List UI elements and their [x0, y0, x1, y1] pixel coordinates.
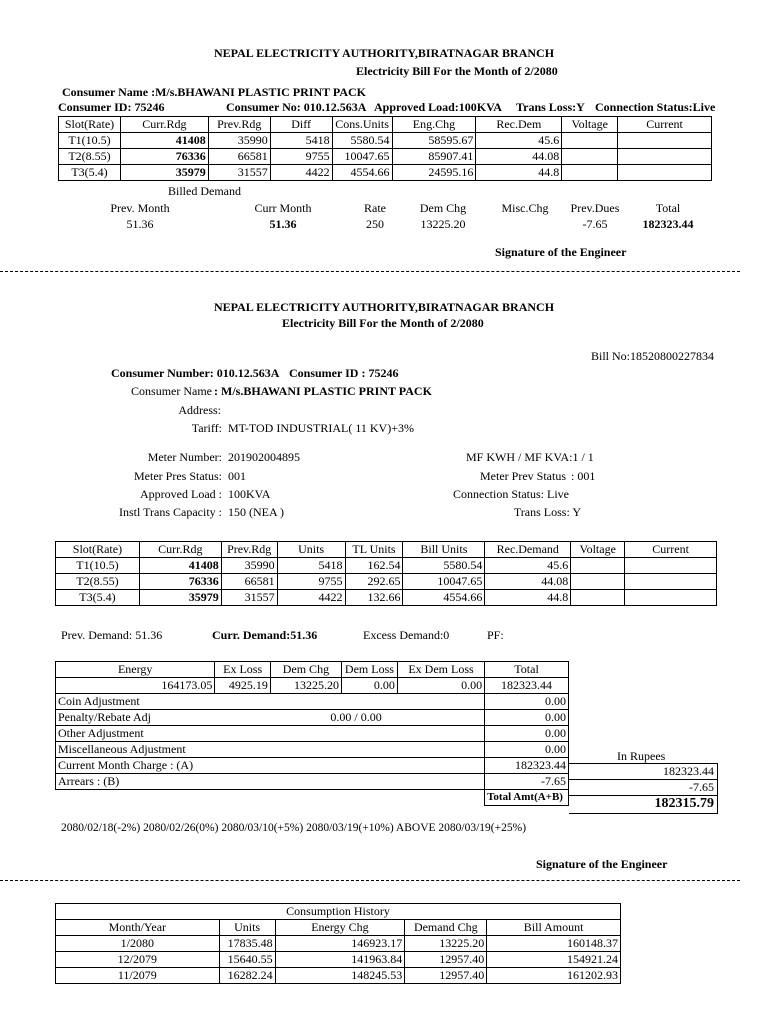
table-row: [56, 936, 621, 952]
dem-loss-value: 0.00: [341, 678, 397, 694]
table-row: [56, 590, 717, 606]
consumption-history-table: [55, 903, 621, 984]
slot-cell: T2(8.55): [56, 574, 140, 590]
approved-load-value: 100KVA: [228, 487, 271, 501]
table-row: [56, 952, 621, 968]
meter-number-value: 201902004895: [228, 450, 300, 464]
header-cell: Curr.Rdg: [120, 117, 208, 133]
prev-rdg-cell: 66581: [208, 149, 270, 165]
header-cell: Rec.Dem: [476, 117, 562, 133]
header-cell: Voltage: [562, 117, 618, 133]
summary-header: Total: [655, 201, 681, 215]
ex-loss-value: 4925.19: [215, 678, 270, 694]
meter-pres-status-value: 001: [228, 469, 246, 483]
other-adjustment-row: [56, 726, 569, 742]
slot-cell: T1(10.5): [56, 558, 140, 574]
energy-chg-cell: 148245.53: [275, 968, 405, 984]
header-cell: Demand Chg: [405, 920, 487, 936]
header-cell: Rec.Demand: [485, 542, 571, 558]
bill1-connection-status: Connection Status:Live: [595, 100, 716, 114]
header-cell: Slot(Rate): [56, 542, 140, 558]
month-cell: 11/2079: [56, 968, 220, 984]
header-cell: Units: [219, 920, 275, 936]
cons-units-cell: 10047.65: [332, 149, 392, 165]
divider: [0, 271, 740, 272]
coin-adjustment-row: [56, 694, 569, 710]
power-factor: PF:: [487, 628, 504, 642]
current-cell: [625, 574, 717, 590]
consumer-name-value: : M/s.BHAWANI PLASTIC PRINT PACK: [214, 384, 432, 398]
header-cell: Current: [618, 117, 712, 133]
header-cell: Curr.Rdg: [139, 542, 221, 558]
summary-value: 51.36: [126, 217, 154, 231]
history-title: Consumption History: [56, 904, 621, 920]
bill1-billed-demand-label: Billed Demand: [168, 184, 241, 198]
coin-adjustment-label: Coin Adjustment: [56, 694, 485, 710]
prev-rdg-cell: 35990: [221, 558, 277, 574]
header-cell: Units: [277, 542, 345, 558]
units-cell: 9755: [277, 574, 345, 590]
table-row: [59, 133, 712, 149]
prev-rdg-cell: 31557: [221, 590, 277, 606]
summary-value: 250: [366, 217, 384, 231]
month-cell: 1/2080: [56, 936, 220, 952]
consumer-number: Consumer Number: 010.12.563A: [111, 366, 280, 380]
arrears-row: [56, 774, 569, 790]
header-cell: Ex Loss: [215, 662, 270, 678]
summary-header: Misc.Chg: [501, 201, 549, 215]
header-cell: Eng.Chg: [392, 117, 476, 133]
total-value: 182323.44: [485, 678, 569, 694]
energy-chg-cell: 141963.84: [275, 952, 405, 968]
ex-dem-loss-value: 0.00: [397, 678, 484, 694]
header-cell: Prev.Rdg: [221, 542, 277, 558]
table-row: [59, 149, 712, 165]
bill1-table-header: [59, 117, 712, 133]
slot-cell: T2(8.55): [59, 149, 121, 165]
header-cell: Slot(Rate): [59, 117, 121, 133]
meter-prev-status-label: Meter Prev Status: [480, 469, 566, 483]
charges-row: [56, 678, 569, 694]
total-row: [56, 790, 569, 806]
total-amount-value: 182315.79: [654, 796, 714, 811]
header-cell: Dem Loss: [341, 662, 397, 678]
bill-amount-cell: 154921.24: [487, 952, 621, 968]
meter-prev-status-value: : 001: [571, 469, 596, 483]
curr-rdg-cell: 41408: [139, 558, 221, 574]
consumer-name-label: Consumer Name: [131, 384, 212, 398]
rec-dem-cell: 45.6: [476, 133, 562, 149]
bill1-org-title: NEPAL ELECTRICITY AUTHORITY,BIRATNAGAR BRANCH: [213, 46, 555, 60]
penalty-rebate-values: 0.00 / 0.00: [270, 710, 484, 726]
current-month-label: Current Month Charge : (A): [56, 758, 485, 774]
demand-chg-cell: 12957.40: [405, 952, 487, 968]
dem-chg-value: 13225.20: [270, 678, 341, 694]
diff-cell: 9755: [270, 149, 332, 165]
header-cell: Ex Dem Loss: [397, 662, 484, 678]
current-cell: [618, 133, 712, 149]
current-cell: [618, 149, 712, 165]
rec-demand-cell: 44.8: [485, 590, 571, 606]
bill1-consumer-id: Consumer ID: 75246: [58, 100, 165, 114]
eng-chg-cell: 85907.41: [392, 149, 476, 165]
penalty-label: Penalty/Rebate Adj: [56, 710, 271, 726]
header-cell: Bill Amount: [487, 920, 621, 936]
header-cell: Voltage: [571, 542, 625, 558]
diff-cell: 4422: [270, 165, 332, 181]
demand-chg-cell: 12957.40: [405, 968, 487, 984]
summary-header: Prev. Month: [110, 201, 170, 215]
curr-rdg-cell: 35979: [120, 165, 208, 181]
eng-chg-cell: 58595.67: [392, 133, 476, 149]
arrears-label: Arrears : (B): [56, 774, 485, 790]
month-cell: 12/2079: [56, 952, 220, 968]
voltage-cell: [571, 558, 625, 574]
tl-units-cell: 292.65: [345, 574, 403, 590]
header-cell: Diff: [270, 117, 332, 133]
bill1-approved-load: Approved Load:100KVA: [374, 100, 502, 114]
table-row: [56, 558, 717, 574]
current-month-value: 182323.44: [485, 758, 569, 774]
meter-number-label: Meter Number:: [147, 450, 222, 464]
voltage-cell: [562, 133, 618, 149]
meter-pres-status-label: Meter Pres Status:: [134, 469, 222, 483]
curr-demand: Curr. Demand:51.36: [212, 628, 318, 642]
header-cell: Energy: [56, 662, 215, 678]
charges-header: [56, 662, 569, 678]
bill-units-cell: 4554.66: [403, 590, 485, 606]
total-amount-label: Total Amt(A+B): [485, 790, 569, 806]
energy-chg-cell: 146923.17: [275, 936, 405, 952]
rec-dem-cell: 44.08: [476, 149, 562, 165]
table-row: [56, 574, 717, 590]
header-cell: Month/Year: [56, 920, 220, 936]
bill1-consumer-name: Consumer Name :M/s.BHAWANI PLASTIC PRINT PACK: [62, 85, 367, 99]
tariff-value: MT-TOD INDUSTRIAL( 11 KV)+3%: [228, 421, 414, 435]
curr-rdg-cell: 76336: [139, 574, 221, 590]
bill2-readings-table: [55, 541, 717, 606]
prev-rdg-cell: 35990: [208, 133, 270, 149]
arrears-rupees: -7.65: [689, 780, 714, 794]
approved-load-label: Approved Load :: [140, 487, 222, 501]
bill2-org-title: NEPAL ELECTRICITY AUTHORITY,BIRATNAGAR BRANCH: [213, 300, 555, 314]
header-cell: Prev.Rdg: [208, 117, 270, 133]
summary-value: 182323.44: [642, 217, 694, 231]
penalty-row: [56, 710, 569, 726]
energy-value: 164173.05: [56, 678, 215, 694]
bill1-trans-loss: Trans Loss:Y: [516, 100, 585, 114]
instl-trans-capacity-label: Instl Trans Capacity :: [118, 505, 222, 519]
connection-status: Connection Status: Live: [453, 487, 569, 501]
prev-demand: Prev. Demand: 51.36: [61, 628, 163, 642]
mf-kwh-kva: MF KWH / MF KVA:1 / 1: [466, 450, 594, 464]
current-cell: [625, 558, 717, 574]
bill2-subtitle: Electricity Bill For the Month of 2/2080: [282, 316, 484, 330]
trans-loss: Trans Loss: Y: [513, 505, 581, 519]
slot-cell: T3(5.4): [59, 165, 121, 181]
coin-adjustment-value: 0.00: [485, 694, 569, 710]
prev-rdg-cell: 31557: [208, 165, 270, 181]
voltage-cell: [562, 165, 618, 181]
bill-units-cell: 10047.65: [403, 574, 485, 590]
summary-header: Dem Chg: [419, 201, 467, 215]
rec-demand-cell: 44.08: [485, 574, 571, 590]
summary-value: 51.36: [269, 217, 297, 231]
bill1-signature: Signature of the Engineer: [495, 245, 627, 259]
voltage-cell: [571, 590, 625, 606]
arrears-value: -7.65: [485, 774, 569, 790]
summary-header: Rate: [364, 201, 386, 215]
bill2-signature: Signature of the Engineer: [536, 857, 668, 871]
charges-table: [55, 661, 569, 806]
bill-amount-cell: 161202.93: [487, 968, 621, 984]
bill-amount-cell: 160148.37: [487, 936, 621, 952]
misc-adjustment-label: Miscellaneous Adjustment: [56, 742, 485, 758]
units-cell: 4422: [277, 590, 345, 606]
header-cell: Cons.Units: [332, 117, 392, 133]
current-cell: [618, 165, 712, 181]
slot-cell: T3(5.4): [56, 590, 140, 606]
cons-units-cell: 5580.54: [332, 133, 392, 149]
history-header: [56, 920, 621, 936]
tl-units-cell: 162.54: [345, 558, 403, 574]
voltage-cell: [562, 149, 618, 165]
voltage-cell: [571, 574, 625, 590]
history-title-row: [56, 904, 621, 920]
curr-rdg-cell: 35979: [139, 590, 221, 606]
current-cell: [625, 590, 717, 606]
misc-adjustment-row: [56, 742, 569, 758]
divider: [0, 880, 740, 881]
address-label: Address:: [178, 403, 221, 417]
consumer-id: Consumer ID : 75246: [289, 366, 399, 380]
instl-trans-capacity-value: 150 (NEA ): [228, 505, 284, 519]
curr-rdg-cell: 41408: [120, 133, 208, 149]
header-cell: Energy Chg: [275, 920, 405, 936]
cons-units-cell: 4554.66: [332, 165, 392, 181]
summary-value: -7.65: [582, 217, 608, 231]
units-cell: 17835.48: [219, 936, 275, 952]
units-cell: 15640.55: [219, 952, 275, 968]
summary-value: 13225.20: [420, 217, 466, 231]
misc-adjustment-value: 0.00: [485, 742, 569, 758]
header-cell: Current: [625, 542, 717, 558]
bill-number: Bill No:18520800227834: [590, 349, 714, 363]
eng-chg-cell: 24595.16: [392, 165, 476, 181]
slot-cell: T1(10.5): [59, 133, 121, 149]
bill-units-cell: 5580.54: [403, 558, 485, 574]
tariff-label: Tariff:: [191, 421, 222, 435]
bill1-consumer-no: Consumer No: 010.12.563A: [226, 100, 367, 114]
other-adjustment-value: 0.00: [485, 726, 569, 742]
header-cell: Total: [485, 662, 569, 678]
rec-dem-cell: 44.8: [476, 165, 562, 181]
demand-chg-cell: 13225.20: [405, 936, 487, 952]
units-cell: 16282.24: [219, 968, 275, 984]
bill1-readings-table: [58, 116, 712, 181]
summary-header: Curr Month: [254, 201, 312, 215]
diff-cell: 5418: [270, 133, 332, 149]
prev-rdg-cell: 66581: [221, 574, 277, 590]
header-cell: TL Units: [345, 542, 403, 558]
in-rupees-label: In Rupees: [617, 749, 666, 763]
bill1-subtitle: Electricity Bill For the Month of 2/2080: [356, 64, 558, 78]
current-month-rupees: 182323.44: [663, 764, 714, 778]
excess-demand: Excess Demand:0: [363, 628, 450, 642]
units-cell: 5418: [277, 558, 345, 574]
curr-rdg-cell: 76336: [120, 149, 208, 165]
table-row: [56, 968, 621, 984]
header-cell: Dem Chg: [270, 662, 341, 678]
bill2-table-header: [56, 542, 717, 558]
tl-units-cell: 132.66: [345, 590, 403, 606]
current-month-row: [56, 758, 569, 774]
rec-demand-cell: 45.6: [485, 558, 571, 574]
header-cell: Bill Units: [403, 542, 485, 558]
other-adjustment-label: Other Adjustment: [56, 726, 485, 742]
summary-header: Prev.Dues: [570, 201, 620, 215]
penalty-value: 0.00: [485, 710, 569, 726]
rebate-schedule: 2080/02/18(-2%) 2080/02/26(0%) 2080/03/10(+5%) 2080/03/19(+10%) ABOVE 2080/03/19(+25%): [61, 822, 527, 834]
table-row: [59, 165, 712, 181]
